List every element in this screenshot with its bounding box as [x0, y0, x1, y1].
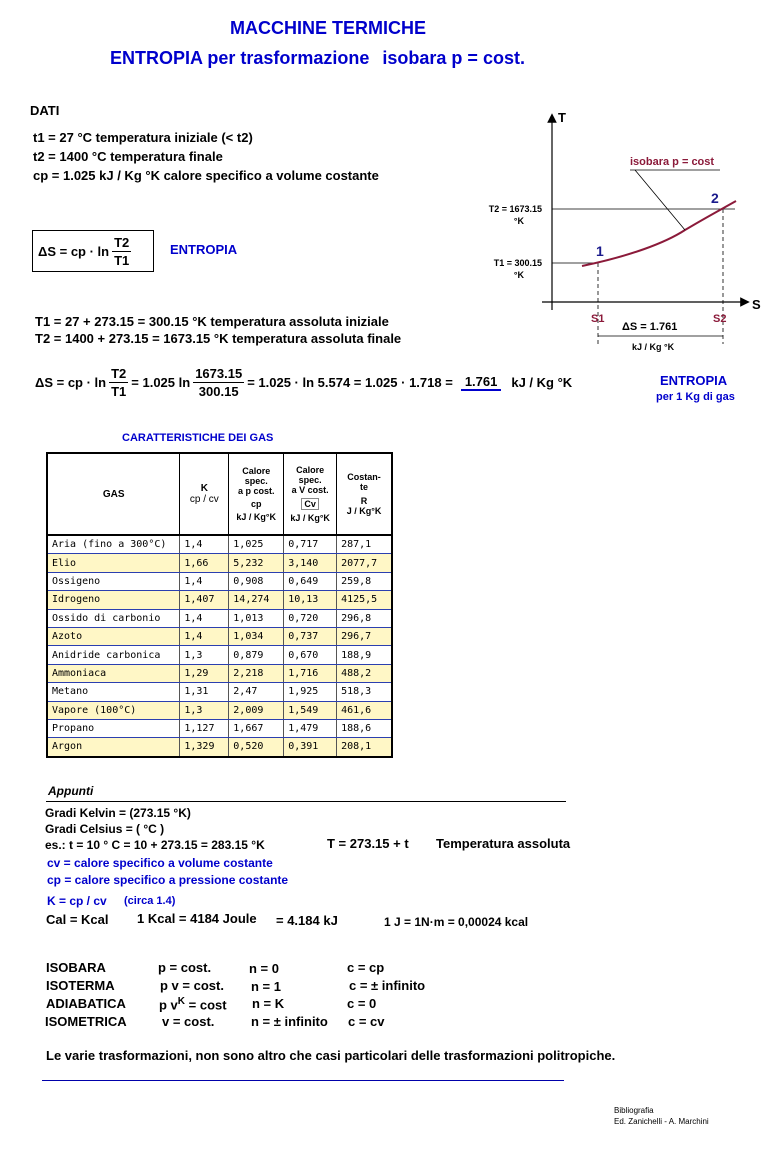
table-row [47, 554, 392, 572]
isobara-curve [582, 201, 736, 266]
gas-value-cell: 296,8 [337, 609, 392, 627]
calc-lhs: ΔS = cp · ln [35, 374, 107, 390]
gas-name-cell: Ossido di carbonio [47, 609, 180, 627]
gas-value-cell: 2,47 [229, 683, 284, 701]
adiabatica-c: c = 0 [347, 996, 377, 1011]
gas-value-cell: 188,9 [337, 646, 392, 664]
gas-value-cell: 1,4 [180, 572, 229, 590]
isobara-name: ISOBARA [46, 960, 106, 975]
dati-heading: DATI [30, 103, 60, 118]
gas-value-cell: 0,670 [284, 646, 337, 664]
t1-label-b: °K [513, 270, 524, 280]
header-cv: Calore spec. a V cost. Cv kJ / Kg°K [284, 453, 337, 535]
gas-name-cell: Propano [47, 719, 180, 737]
isoterma-eq: p v = cost. [160, 978, 224, 993]
gas-value-cell: 2077,7 [337, 554, 392, 572]
gas-value-cell: 1,925 [284, 683, 337, 701]
table-caption: CARATTERISTICHE DEI GAS [122, 432, 274, 444]
table-row [47, 609, 392, 627]
gas-value-cell: 1,4 [180, 627, 229, 645]
calc-result: 1.761 [461, 374, 502, 391]
adiabatica-n: n = K [252, 996, 285, 1011]
delta-s-unit: kJ / Kg °K [632, 342, 675, 352]
gas-value-cell: 1,3 [180, 646, 229, 664]
gas-value-cell: 4125,5 [337, 591, 392, 609]
gas-value-cell: 0,717 [284, 535, 337, 554]
table-header-row [47, 453, 392, 535]
gas-value-cell: 1,66 [180, 554, 229, 572]
gas-value-cell: 287,1 [337, 535, 392, 554]
s1-label: S1 [591, 313, 605, 325]
calc-den-2: 300.15 [198, 383, 239, 399]
appunti-heading: Appunti [48, 784, 94, 798]
point-2: 2 [711, 190, 719, 206]
gas-name-cell: Anidride carbonica [47, 646, 180, 664]
gas-value-cell: 1,034 [229, 627, 284, 645]
calc-mid: = 1.025 ln [131, 374, 191, 390]
cal-line: Cal = Kcal [46, 912, 109, 927]
kcal-line: 1 Kcal = 4184 Joule [137, 911, 257, 926]
isoterma-name: ISOTERMA [46, 978, 115, 993]
gas-value-cell: 14,274 [229, 591, 284, 609]
gas-value-cell: 0,737 [284, 627, 337, 645]
gas-value-cell: 296,7 [337, 627, 392, 645]
table-row [47, 719, 392, 737]
table-row [47, 738, 392, 757]
cv-definition: cv = calore specifico a volume costante [47, 856, 273, 870]
gas-value-cell: 0,391 [284, 738, 337, 757]
k-definition: K = cp / cv [47, 894, 107, 908]
gas-value-cell: 0,520 [229, 738, 284, 757]
calc-rest: = 1.025 · ln 5.574 = 1.025 · 1.718 = [247, 374, 453, 390]
gas-value-cell: 1,716 [284, 664, 337, 682]
gas-value-cell: 461,6 [337, 701, 392, 719]
gas-value-cell: 0,908 [229, 572, 284, 590]
gas-name-cell: Azoto [47, 627, 180, 645]
gas-name-cell: Aria (fino a 300°C) [47, 535, 180, 554]
gas-value-cell: 2,009 [229, 701, 284, 719]
gas-value-cell: 3,140 [284, 554, 337, 572]
gas-value-cell: 1,4 [180, 609, 229, 627]
header-k: K cp / cv [180, 453, 229, 535]
kelvin-line: Gradi Kelvin = (273.15 °K) [45, 806, 191, 820]
gas-value-cell: 1,013 [229, 609, 284, 627]
gas-value-cell: 188,6 [337, 719, 392, 737]
kj-line: = 4.184 kJ [276, 913, 338, 928]
calc-num-1: T2 [111, 365, 127, 381]
gas-value-cell: 1,667 [229, 719, 284, 737]
formula-fraction [112, 234, 131, 269]
gas-value-cell: 1,407 [180, 591, 229, 609]
table-row [47, 627, 392, 645]
appunti-divider [46, 801, 566, 802]
footer-divider [42, 1080, 564, 1081]
subtitle-isobara: isobara p = cost. [382, 48, 525, 68]
gas-name-cell: Vapore (100°C) [47, 701, 180, 719]
delta-s-label: ΔS = 1.761 [622, 321, 678, 333]
k-note: (circa 1.4) [124, 895, 176, 907]
t2-label-b: °K [513, 216, 524, 226]
calc-entropia-label: ENTROPIA [660, 373, 728, 388]
adiabatica-name: ADIABATICA [46, 996, 126, 1011]
conclusion: Le varie trasformazioni, non sono altro che casi particolari delle trasformazioni politropiche. [46, 1048, 616, 1063]
gas-value-cell: 0,649 [284, 572, 337, 590]
header-r: Costan- te R J / Kg°K [337, 453, 392, 535]
gas-name-cell: Metano [47, 683, 180, 701]
gas-value-cell: 1,549 [284, 701, 337, 719]
isometrica-name: ISOMETRICA [45, 1014, 127, 1029]
table-row [47, 683, 392, 701]
gas-value-cell: 488,2 [337, 664, 392, 682]
dati-t1: t1 = 27 °C temperatura iniziale (< t2) [33, 130, 253, 145]
table-row [47, 664, 392, 682]
formula-den: T1 [114, 252, 130, 268]
gas-value-cell: 10,13 [284, 591, 337, 609]
gas-value-cell: 1,3 [180, 701, 229, 719]
calc-num-2: 1673.15 [195, 365, 243, 381]
t1-label-a: T1 = 300.15 [493, 258, 542, 268]
s2-label: S2 [713, 313, 727, 325]
gas-name-cell: Idrogeno [47, 591, 180, 609]
entropy-formula [38, 233, 134, 269]
gas-value-cell: 1,31 [180, 683, 229, 701]
subtitle-main: ENTROPIA per trasformazione [110, 48, 370, 68]
gas-value-cell: 2,218 [229, 664, 284, 682]
gas-name-cell: Ammoniaca [47, 664, 180, 682]
calc-unit: kJ / Kg °K [511, 374, 573, 390]
entropy-calculation [35, 362, 572, 402]
gas-value-cell: 1,29 [180, 664, 229, 682]
formula-entropia-label: ENTROPIA [170, 242, 238, 257]
page-subtitle [110, 48, 525, 69]
isobara-n: n = 0 [249, 961, 279, 976]
bibliography-heading: Bibliografia [614, 1106, 654, 1115]
gas-name-cell: Argon [47, 738, 180, 757]
s-axis-label: S [752, 297, 761, 312]
gas-value-cell: 208,1 [337, 738, 392, 757]
gas-table-body [47, 535, 392, 757]
calc-fraction-1 [109, 365, 128, 400]
formula-lhs: ΔS = cp · ln [38, 243, 110, 259]
gas-table [46, 452, 393, 758]
t-axis-label: T [558, 110, 566, 125]
t2-label-a: T2 = 1673.15 [488, 204, 542, 214]
isometrica-eq: v = cost. [162, 1014, 215, 1029]
curve-label: isobara p = cost [630, 156, 715, 168]
isometrica-c: c = cv [348, 1014, 385, 1029]
gas-value-cell: 1,025 [229, 535, 284, 554]
gas-name-cell: Elio [47, 554, 180, 572]
table-row [47, 701, 392, 719]
gas-value-cell: 1,4 [180, 535, 229, 554]
calc-den-1: T1 [111, 383, 127, 399]
isometrica-n: n = ± infinito [251, 1014, 328, 1029]
gas-value-cell: 1,329 [180, 738, 229, 757]
gas-value-cell: 0,720 [284, 609, 337, 627]
gas-value-cell: 5,232 [229, 554, 284, 572]
conversion-t2: T2 = 1400 + 273.15 = 1673.15 °K temperatura assoluta finale [35, 331, 402, 346]
table-row [47, 535, 392, 554]
table-row [47, 591, 392, 609]
gas-value-cell: 1,479 [284, 719, 337, 737]
gas-value-cell: 1,127 [180, 719, 229, 737]
dati-cp: cp = 1.025 kJ / Kg °K calore specifico a volume costante [33, 168, 379, 183]
cp-definition: cp = calore specifico a pressione costante [47, 873, 289, 887]
joule-line: 1 J = 1N·m = 0,00024 kcal [384, 915, 529, 929]
abs-temp-formula: T = 273.15 + t [327, 836, 409, 851]
gas-value-cell: 259,8 [337, 572, 392, 590]
gas-value-cell: 0,879 [229, 646, 284, 664]
page-title: MACCHINE TERMICHE [230, 18, 426, 38]
isoterma-n: n = 1 [251, 979, 281, 994]
conversion-t1: T1 = 27 + 273.15 = 300.15 °K temperatura assoluta iniziale [35, 314, 389, 329]
table-row [47, 646, 392, 664]
isobara-c: c = cp [347, 960, 385, 975]
curve-pointer [635, 170, 685, 230]
calc-fraction-2 [193, 365, 244, 400]
example-line: es.: t = 10 ° C = 10 + 273.15 = 283.15 °K [45, 838, 265, 852]
header-gas: GAS [47, 453, 180, 535]
point-1: 1 [596, 243, 604, 259]
ts-diagram [470, 108, 768, 358]
dati-t2: t2 = 1400 °C temperatura finale [33, 149, 223, 164]
gas-value-cell: 518,3 [337, 683, 392, 701]
gas-name-cell: Ossigeno [47, 572, 180, 590]
abs-temp-label: Temperatura assoluta [436, 836, 571, 851]
formula-num: T2 [114, 234, 130, 250]
celsius-line: Gradi Celsius = ( °C ) [45, 822, 165, 836]
bibliography-source: Ed. Zanichelli - A. Marchini [614, 1117, 709, 1126]
isobara-eq: p = cost. [158, 960, 212, 975]
adiabatica-eq: p $v^K = \cos t$ [159, 996, 227, 1013]
calc-note: per 1 Kg di gas [656, 391, 735, 403]
header-cp: Calore spec. a p cost. cp kJ / Kg°K [229, 453, 284, 535]
isoterma-c: c = ± infinito [349, 978, 426, 993]
table-row [47, 572, 392, 590]
